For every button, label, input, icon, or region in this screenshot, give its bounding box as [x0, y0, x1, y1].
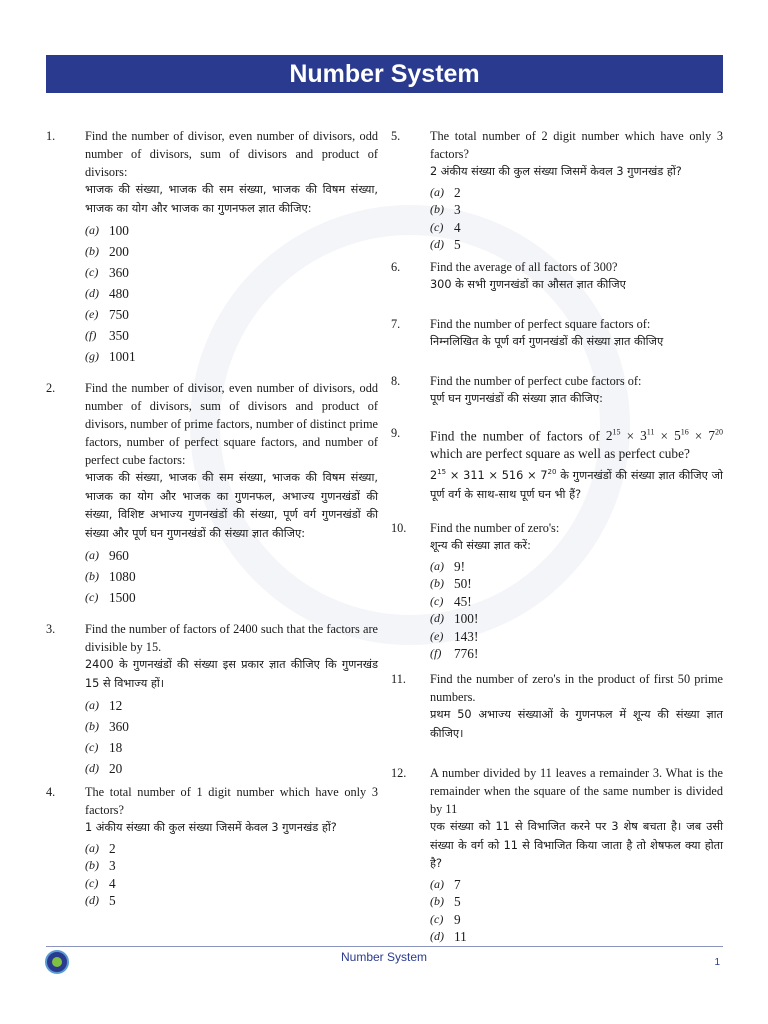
option[interactable]	[430, 876, 723, 894]
option-label: (c)	[85, 590, 99, 604]
question-text: Find the number of perfect cube factors of:	[430, 374, 642, 388]
question-text-hindi: भाजक की संख्या, भाजक की सम संख्या, भाजक की विषम संख्या, भाजक का योग और भाजक का गुणनफल ज्ञात कीजिए:	[85, 183, 378, 215]
option-value: 7	[454, 876, 461, 892]
options	[85, 840, 378, 910]
option-label: (c)	[430, 593, 444, 608]
option-value: 360	[109, 719, 129, 734]
question-text: Find the number of divisor, even number of divisors, odd number of divisors, sum of divisors and product of divisors:	[85, 129, 378, 179]
question-text-hindi: 300 के सभी गुणनखंडों का औसत ज्ञात कीजिए	[430, 278, 626, 291]
option-value: 360	[109, 265, 129, 280]
option[interactable]	[85, 283, 378, 304]
option[interactable]	[430, 201, 723, 219]
option-value: 776!	[454, 646, 479, 661]
question-number: 6.	[391, 260, 401, 274]
option-value: 100!	[454, 611, 479, 626]
power-term	[674, 428, 689, 443]
question-text: Find the number of factors of 2400 such that the factors are divisible by 15.	[85, 622, 378, 654]
option[interactable]	[85, 892, 378, 910]
option[interactable]	[430, 645, 723, 663]
option-label: (e)	[430, 628, 444, 643]
option-label: (d)	[85, 893, 99, 907]
option-label: (d)	[430, 929, 444, 943]
base: 5	[674, 428, 681, 444]
option-label: (a)	[430, 876, 444, 891]
option-label: (c)	[85, 875, 99, 890]
question-text-hindi: 2 अंकीय संख्या की कुल संख्या जिसमें केवल 3 गुणनखंड हों?	[430, 165, 682, 178]
question-text-hindi: शून्य की संख्या ज्ञात करें:	[430, 539, 531, 552]
options	[85, 545, 378, 608]
option[interactable]	[85, 304, 378, 325]
option-label: (b)	[85, 569, 99, 583]
option-label: (f)	[85, 328, 97, 342]
exponent: 15	[612, 428, 621, 437]
option-label: (c)	[85, 265, 99, 279]
option[interactable]	[85, 545, 378, 566]
options	[430, 558, 723, 663]
option-value: 480	[109, 286, 129, 301]
question-text: The total number of 2 digit number which have only 3 factors?	[430, 129, 723, 161]
option-label: (a)	[85, 840, 99, 855]
option[interactable]	[85, 262, 378, 283]
option-value: 9!	[454, 558, 466, 574]
option-value: 5	[454, 894, 461, 909]
option-value: 100	[109, 223, 129, 238]
option[interactable]	[430, 911, 723, 929]
option-value: 11	[454, 929, 467, 944]
option[interactable]	[430, 593, 723, 611]
option-label: (b)	[430, 894, 444, 908]
option-value: 1500	[109, 590, 136, 605]
option-label: (b)	[85, 858, 99, 872]
question-5	[391, 127, 723, 258]
option[interactable]	[85, 875, 378, 893]
question-number: 9.	[391, 426, 401, 440]
question-number: 4.	[46, 785, 56, 799]
question-number: 3.	[46, 622, 56, 636]
question-text: The total number of 1 digit number which have only 3 factors?	[85, 785, 378, 817]
option-value: 5	[454, 237, 461, 252]
option-label: (a)	[85, 548, 99, 562]
option[interactable]	[85, 716, 378, 737]
question-number: 11.	[391, 672, 406, 686]
option-value: 143!	[454, 628, 479, 644]
option-value: 3	[454, 202, 461, 217]
option-value: 4	[454, 219, 461, 235]
option-value: 45!	[454, 593, 472, 609]
option-value: 2	[109, 840, 116, 856]
option-label: (a)	[430, 184, 444, 199]
options	[430, 876, 723, 946]
question-7	[391, 315, 723, 372]
option-label: (d)	[430, 611, 444, 625]
option[interactable]	[430, 558, 723, 576]
right-column	[391, 127, 723, 946]
question-number: 2.	[46, 381, 56, 395]
question-3	[46, 620, 378, 783]
question-text-prefix: Find the number of factors of	[430, 428, 600, 444]
option-value: 960	[109, 548, 129, 563]
option-value: 18	[109, 740, 123, 755]
question-text-hindi: 2400 के गुणनखंडों की संख्या इस प्रकार ज्ञात कीजिए कि गुणनखंड 15 से विभाज्य हों।	[85, 658, 378, 690]
option-label: (d)	[430, 237, 444, 251]
option[interactable]	[85, 695, 378, 716]
page-number: 1	[714, 957, 720, 968]
hindi-suffix: के गुणनखंडों की संख्या ज्ञात कीजिए जो पूर्ण वर्ग के साथ-साथ पूर्ण घन भी हैं?	[430, 469, 723, 501]
question-text-hindi: निम्नलिखित के पूर्ण वर्ग गुणनखंडों की संख्या ज्ञात कीजिए	[430, 335, 664, 348]
question-2	[46, 379, 378, 620]
option-label: (c)	[430, 219, 444, 234]
base: 7	[708, 428, 715, 444]
option-label: (d)	[85, 761, 99, 775]
exponent: 15	[437, 468, 447, 477]
option-value: 5	[109, 893, 116, 908]
question-1	[46, 127, 378, 379]
question-number: 7.	[391, 317, 401, 331]
option[interactable]	[430, 575, 723, 593]
option-value: 9	[454, 911, 461, 927]
option[interactable]	[430, 610, 723, 628]
option-label: (a)	[430, 558, 444, 573]
question-text: Find the number of factors of $2^{15} \times 3^{11} \times 5^{16} \times 7^{20}$ which are perfect square as well as perfect cube?	[430, 428, 723, 462]
question-8	[391, 372, 723, 424]
option-label: (c)	[85, 740, 99, 754]
option-label: (b)	[85, 244, 99, 258]
option-label: (c)	[430, 911, 444, 926]
question-12	[391, 764, 723, 946]
option-label: (f)	[430, 646, 442, 660]
question-number: 5.	[391, 129, 401, 143]
option-label: (b)	[430, 576, 444, 590]
option-label: (a)	[85, 223, 99, 237]
question-number: 10.	[391, 521, 407, 535]
question-6	[391, 258, 723, 315]
question-text-hindi	[430, 463, 723, 504]
footer-title: Number System	[340, 950, 428, 964]
exponent: 20	[714, 428, 723, 437]
option-value: 1001	[109, 349, 136, 364]
option-value: 750	[109, 307, 129, 322]
option-value: 12	[109, 698, 123, 713]
question-9	[391, 424, 723, 519]
question-text: Find the number of divisor, even number of divisors, odd number of divisors, sum of divisors and product of divisors, number of prime factors, number of distinct prime factors, number of perfect square factors, and number of perfect cube factors:	[85, 381, 378, 467]
option-label: (d)	[85, 286, 99, 300]
question-text: A number divided by 11 leaves a remainder 3. What is the remainder when the square of the same number is divided by 11	[430, 766, 723, 816]
option[interactable]	[85, 241, 378, 262]
option[interactable]	[85, 857, 378, 875]
question-text-suffix: which are perfect square as well as perfect cube?	[430, 446, 690, 462]
question-11	[391, 670, 723, 764]
question-text-hindi: 1 अंकीय संख्या की कुल संख्या जिसमें केवल 3 गुणनखंड हों?	[85, 821, 337, 834]
option-value: 200	[109, 244, 129, 259]
option[interactable]	[85, 346, 378, 367]
question-text: Find the number of zero's:	[430, 521, 560, 535]
question-number: 12.	[391, 766, 407, 780]
option-label: (b)	[430, 202, 444, 216]
options	[85, 220, 378, 367]
option[interactable]	[430, 184, 723, 202]
base: 2	[605, 428, 613, 444]
question-number: 8.	[391, 374, 401, 388]
option-value: 1080	[109, 569, 136, 584]
option[interactable]	[430, 893, 723, 911]
hindi-mid-terms: × 311 × 516 ×	[449, 469, 537, 483]
power-term	[708, 428, 723, 443]
option-label: (a)	[85, 698, 99, 712]
option-label: (b)	[85, 719, 99, 733]
option[interactable]	[85, 737, 378, 758]
question-number: 1.	[46, 129, 56, 143]
option[interactable]	[430, 236, 723, 254]
question-text-hindi: पूर्ण घन गुणनखंडों की संख्या ज्ञात कीजिए:	[430, 392, 603, 405]
question-text: Find the number of zero's in the product of first 50 prime numbers.	[430, 672, 723, 704]
question-text-hindi: भाजक की संख्या, भाजक की सम संख्या, भाजक की विषम संख्या, भाजक का योग और भाजक का गुणनफल, अभाज्य गुणनखंडों की संख्या, विशिष्ट अभाज्य गुणनखंडों की संख्या, पूर्ण वर्ग गुणनखंडों की संख्या और पूर्ण घन गुणनखंडों की संख्या ज्ञात कीजिए:	[85, 471, 378, 540]
question-text-hindi: प्रथम 50 अभाज्य संख्याओं के गुणनफल में शून्य की संख्या ज्ञात कीजिए।	[430, 708, 723, 740]
options	[430, 184, 723, 254]
option[interactable]	[430, 928, 723, 946]
option-value: 2	[454, 184, 461, 200]
base: 7	[540, 469, 548, 483]
question-text-hindi: एक संख्या को 11 से विभाजित करने पर 3 शेष बचता है। जब उसी संख्या के वर्ग को 11 से विभाजित किया जाता है तो शेषफल क्या होता है?	[430, 820, 723, 870]
question-text: Find the average of all factors of 300?	[430, 260, 618, 274]
question-10	[391, 519, 723, 670]
exponent: 11	[646, 428, 655, 437]
option-value: 4	[109, 875, 116, 891]
option[interactable]	[85, 758, 378, 779]
option-value: 350	[109, 328, 129, 343]
footer-divider	[46, 946, 723, 947]
question-4	[46, 783, 378, 910]
option[interactable]	[85, 587, 378, 608]
power-term	[606, 428, 621, 443]
option[interactable]	[85, 325, 378, 346]
option[interactable]	[430, 219, 723, 237]
option-label: (e)	[85, 307, 99, 321]
option[interactable]	[85, 566, 378, 587]
options	[85, 695, 378, 779]
question-text: Find the number of perfect square factors of:	[430, 317, 651, 331]
option-value: 3	[109, 858, 116, 873]
power-term	[640, 428, 654, 443]
option-value: 20	[109, 761, 123, 776]
exponent: 16	[680, 428, 689, 437]
left-column	[46, 127, 378, 910]
exponent: 20	[547, 468, 557, 477]
option[interactable]	[85, 840, 378, 858]
base: 3	[640, 428, 647, 444]
page-title: Number System	[46, 55, 723, 93]
option[interactable]	[85, 220, 378, 241]
option-label: (g)	[85, 349, 99, 363]
option-value: 50!	[454, 576, 472, 591]
option[interactable]	[430, 628, 723, 646]
base: 2	[430, 469, 438, 483]
